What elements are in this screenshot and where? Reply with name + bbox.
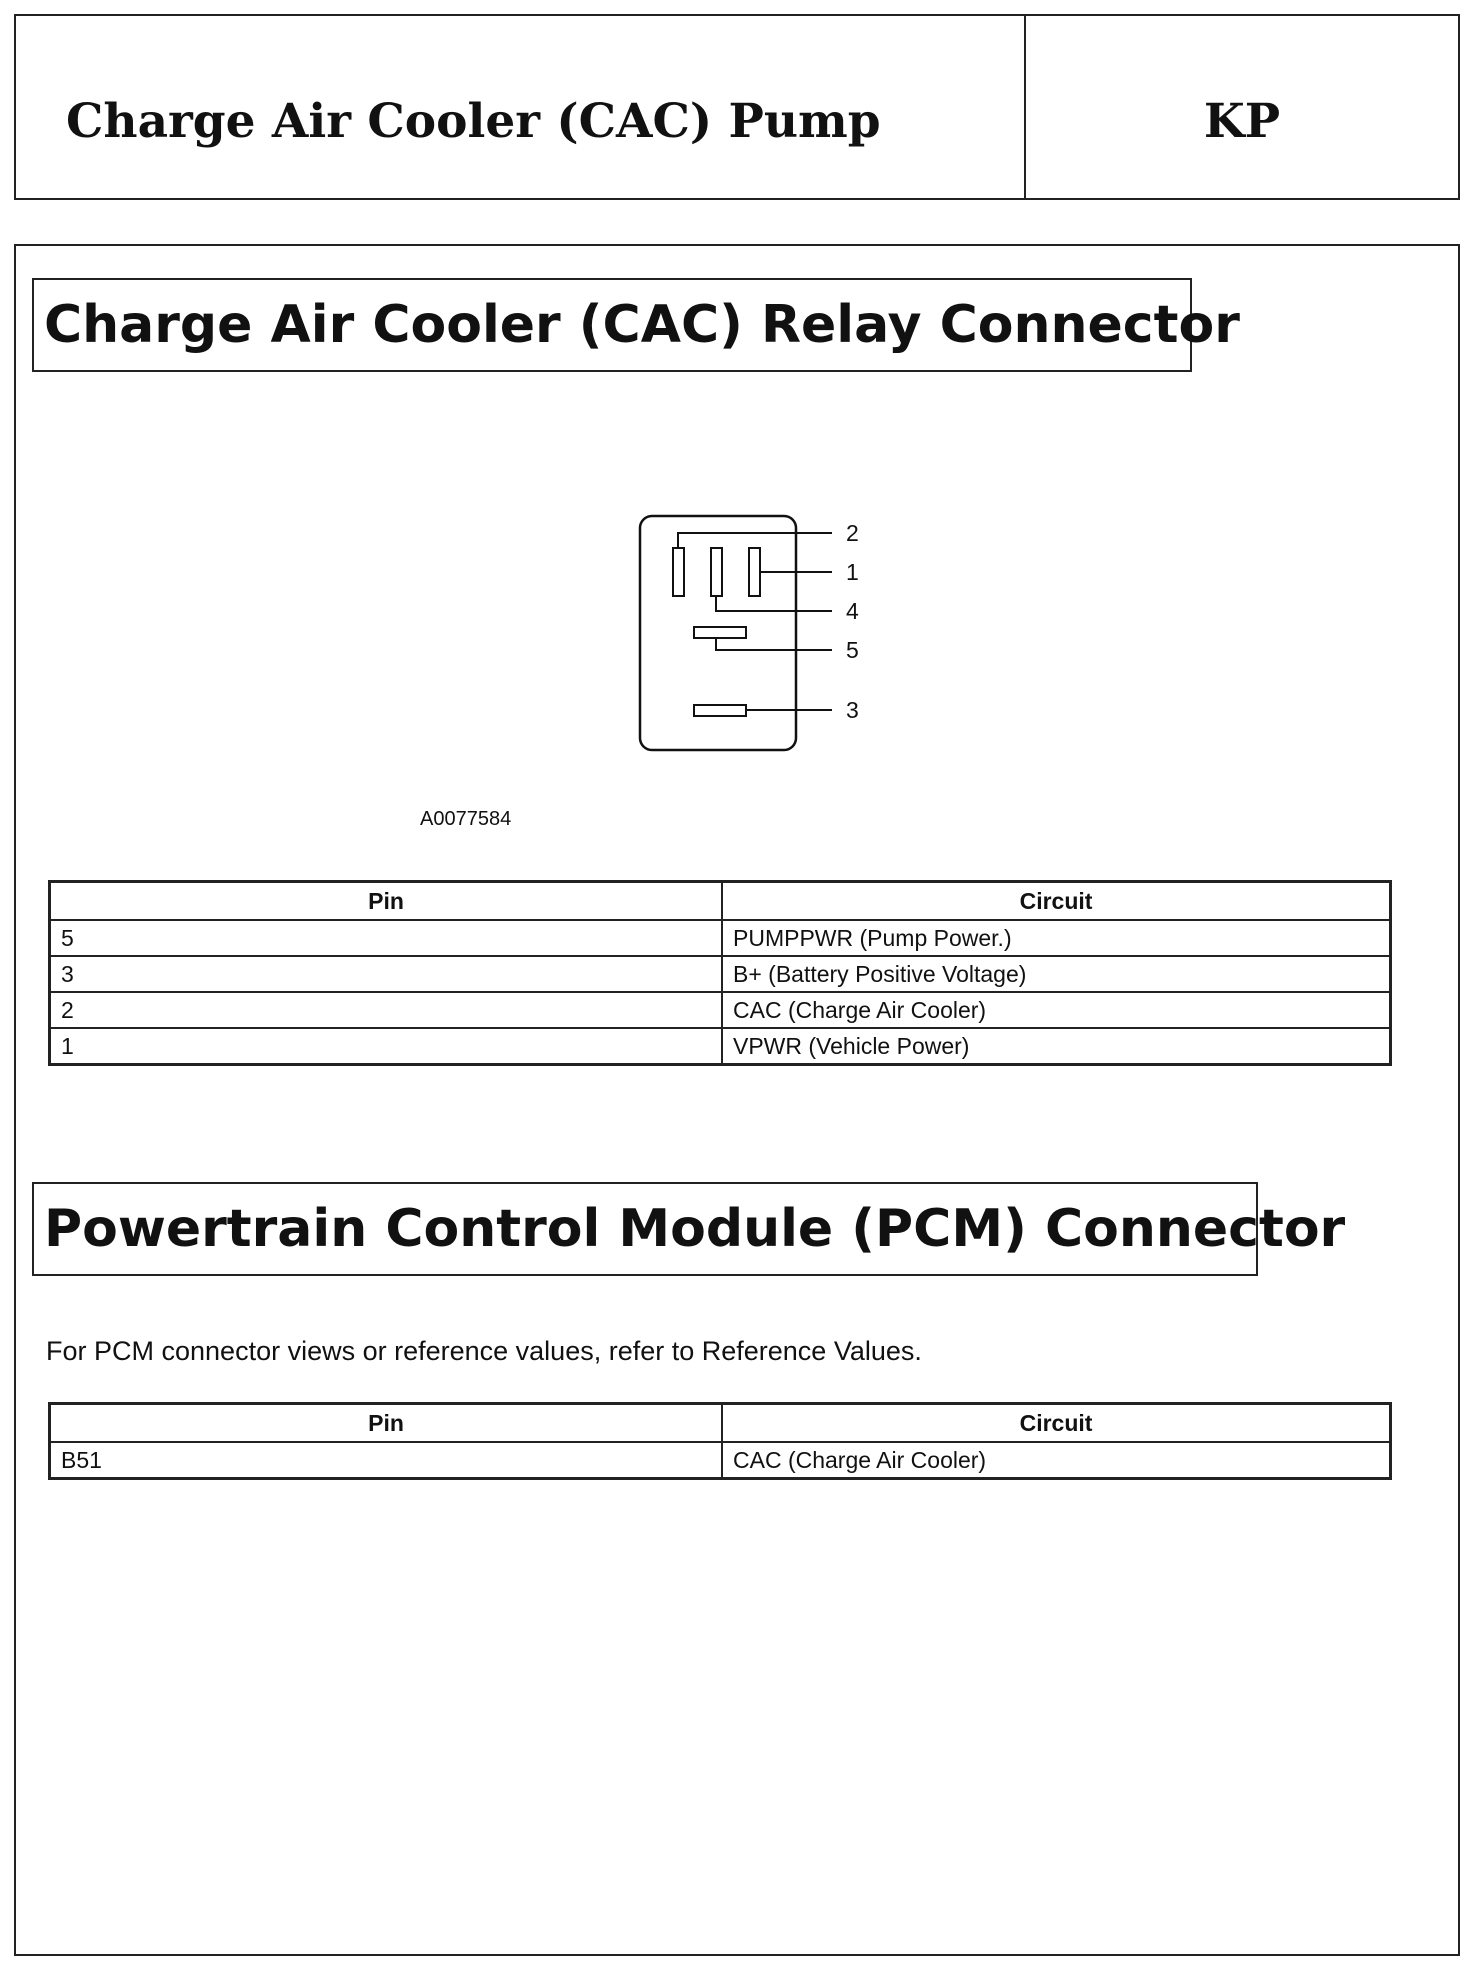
circuit-cell: CAC (Charge Air Cooler) <box>722 1442 1391 1479</box>
circuit-cell: CAC (Charge Air Cooler) <box>722 992 1391 1028</box>
section-code: KP <box>1203 94 1281 149</box>
pcm-connector-heading: Powertrain Control Module (PCM) Connector <box>32 1182 1258 1276</box>
pin-label-4: 4 <box>846 598 859 624</box>
pin-label-3: 3 <box>846 697 859 723</box>
pin-column-header: Pin <box>50 882 723 921</box>
pcm-pin-table <box>48 1402 1392 1480</box>
page-header <box>14 14 1460 200</box>
terminal-5 <box>694 627 746 638</box>
pin-cell: B51 <box>50 1442 723 1479</box>
circuit-cell: VPWR (Vehicle Power) <box>722 1028 1391 1065</box>
leader-4 <box>716 596 832 611</box>
circuit-column-header: Circuit <box>722 1404 1391 1443</box>
page-title: Charge Air Cooler (CAC) Pump <box>66 94 881 149</box>
table-row <box>50 920 1391 956</box>
terminal-4 <box>711 548 722 596</box>
pin-cell: 5 <box>50 920 723 956</box>
pin-cell: 3 <box>50 956 723 992</box>
table-row <box>50 1442 1391 1479</box>
circuit-column-header: Circuit <box>722 882 1391 921</box>
pin-label-5: 5 <box>846 637 859 663</box>
relay-connector-heading: Charge Air Cooler (CAC) Relay Connector <box>32 278 1192 372</box>
leader-2 <box>678 533 832 548</box>
table-header-row <box>50 882 1391 921</box>
table-row <box>50 956 1391 992</box>
table-row <box>50 1028 1391 1065</box>
pcm-reference-note: For PCM connector views or reference values, refer to Reference Values. <box>46 1336 922 1366</box>
figure-id: A0077584 <box>420 808 512 830</box>
connector-body <box>640 516 796 750</box>
terminal-1 <box>749 548 760 596</box>
table-row <box>50 992 1391 1028</box>
relay-connector-diagram <box>620 500 880 760</box>
pin-cell: 1 <box>50 1028 723 1065</box>
circuit-cell: B+ (Battery Positive Voltage) <box>722 956 1391 992</box>
leader-5 <box>716 638 832 650</box>
pin-label-1: 1 <box>846 559 859 585</box>
pin-column-header: Pin <box>50 1404 723 1443</box>
terminal-2 <box>673 548 684 596</box>
pin-cell: 2 <box>50 992 723 1028</box>
table-header-row <box>50 1404 1391 1443</box>
circuit-cell: PUMPPWR (Pump Power.) <box>722 920 1391 956</box>
relay-pin-table <box>48 880 1392 1066</box>
terminal-3 <box>694 705 746 716</box>
pin-label-2: 2 <box>846 520 859 546</box>
